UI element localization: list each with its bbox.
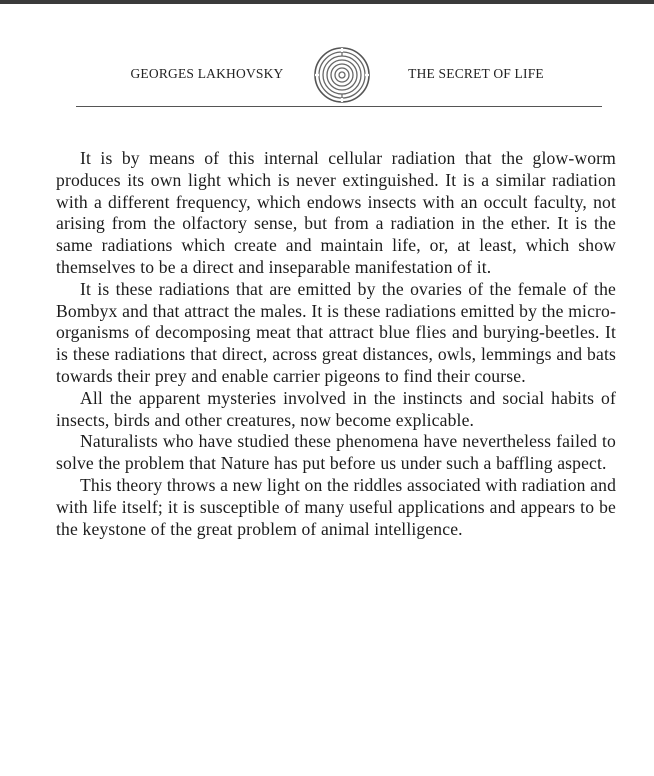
paragraph-1: It is by means of this internal cellular radiation that the glow-worm produces its own light which is never extinguished. It is a similar radiation with a different frequency, which endows insects with an occult faculty, not arising from the olfactory sense, but from a radiation in the ether. It is the same radiations which create and maintain life, or, at least, which show themselves to be a direct and inseparable manifestation of it.	[56, 148, 616, 277]
paragraph-4: Naturalists who have studied these phenomena have nevertheless failed to solve the problem that Nature has put before us under such a baffling aspect.	[56, 431, 616, 474]
header-rule	[76, 106, 602, 107]
concentric-spiral-icon	[313, 46, 371, 104]
paragraph-5: This theory throws a new light on the riddles associated with radiation and with life itself; it is susceptible of many useful applications and appears to be the keystone of the great problem of animal intelligence.	[56, 474, 617, 539]
body-text	[56, 148, 616, 540]
paragraph-2: It is these radiations that are emitted by the ovaries of the female of the Bombyx and that attract the males. It is these radiations emitted by the micro-organisms of decomposing meat that attract blue flies and burying-beetles. It is these radiations that direct, across great distances, owls, lemmings and bats towards their prey and enable carrier pigeons to find their course.	[56, 278, 616, 386]
running-head-title: THE SECRET OF LIFE	[408, 66, 544, 81]
running-head-author: GEORGES LAKHOVSKY	[130, 66, 284, 81]
top-border	[0, 0, 654, 4]
paragraph-3: All the apparent mysteries involved in the instincts and social habits of insects, birds and other creatures, now become explicable.	[56, 387, 616, 430]
page-header	[0, 46, 654, 104]
